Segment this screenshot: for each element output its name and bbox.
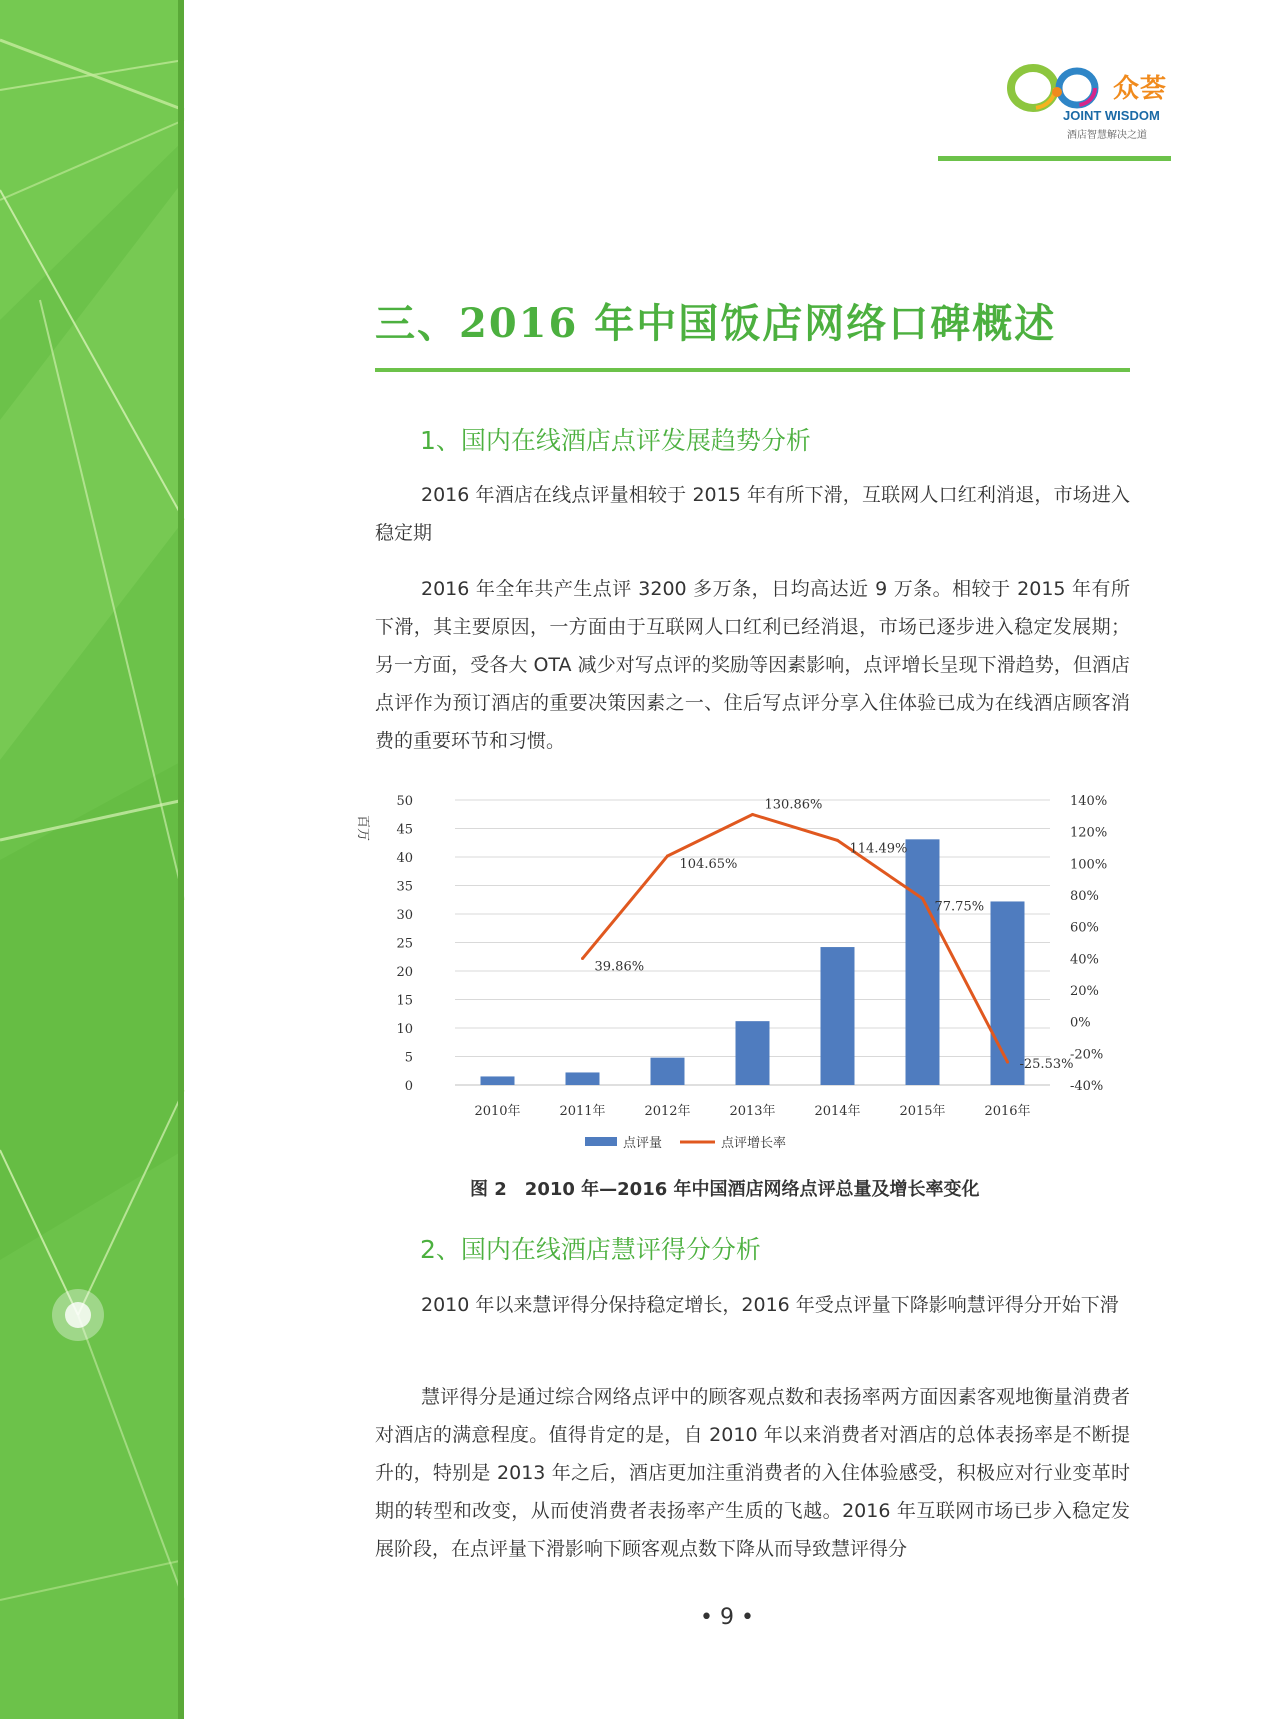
bar-2012年 xyxy=(651,1058,685,1085)
y2-tick-label: -20% xyxy=(1070,1047,1104,1063)
section-title: 三、2016 年中国饭店网络口碑概述 xyxy=(375,300,1057,347)
growth-data-label: 130.86% xyxy=(764,797,823,813)
x-tick-label: 2016年 xyxy=(984,1104,1031,1119)
y2-tick-label: 120% xyxy=(1070,825,1108,841)
y2-tick-label: 60% xyxy=(1070,920,1099,936)
subsection1-heading: 1、国内在线酒店点评发展趋势分析 xyxy=(420,426,811,455)
x-tick-label: 2011年 xyxy=(559,1104,606,1119)
y-tick-label: 50 xyxy=(396,794,413,809)
x-tick-label: 2013年 xyxy=(729,1104,776,1119)
growth-data-label: 77.75% xyxy=(934,899,985,915)
x-tick-label: 2015年 xyxy=(899,1104,946,1119)
y-tick-label: 5 xyxy=(404,1050,413,1066)
logo-brand-cn: 众荟 xyxy=(1113,74,1168,104)
y2-tick-label: 40% xyxy=(1070,952,1099,968)
growth-point-2012年 xyxy=(666,854,669,857)
y-tick-label: 25 xyxy=(396,936,413,952)
growth-rate-line xyxy=(583,814,1008,1062)
y-tick-label: 10 xyxy=(396,1022,413,1037)
subsection1-body: 2016 年全年共产生点评 3200 多万条，日均高达近 9 万条。相较于 2015 年有所下滑，其主要原因，一方面由于互联网人口红利已经消退，市场已逐步进入稳定发展期；另一方面，受各大 OTA 减少对写点评的奖励等因素影响，点评增长呈现下滑趋势，但酒店点评作为预订酒店的重要决策因素之一、住后写点评分享入住体验已成为在线酒店顾客消费的重要环节和习惯。 xyxy=(375,578,1130,752)
y2-tick-label: 20% xyxy=(1070,984,1099,999)
review-volume-chart xyxy=(355,785,1130,1160)
y2-tick-label: 100% xyxy=(1070,857,1108,873)
y-tick-label: 40 xyxy=(396,851,413,866)
sidebar-pattern xyxy=(0,0,184,1719)
bar-2010年 xyxy=(481,1076,515,1085)
y-tick-label: 35 xyxy=(396,879,413,895)
y2-tick-label: 80% xyxy=(1070,889,1099,904)
bar-2014年 xyxy=(821,947,855,1085)
logo-tagline: 酒店智慧解决之道 xyxy=(1067,130,1147,141)
growth-point-2014年 xyxy=(836,839,839,842)
subsection1-lead: 2016 年酒店在线点评量相较于 2015 年有所下滑，互联网人口红利消退，市场进入稳定期 xyxy=(375,484,1130,544)
header-rule xyxy=(938,156,1171,161)
y-tick-label: 45 xyxy=(396,822,413,838)
subsection2-body: 慧评得分是通过综合网络点评中的顾客观点数和表扬率两方面因素客观地衡量消费者对酒店的满意程度。值得肯定的是，自 2010 年以来消费者对酒店的总体表扬率是不断提升的，特别是 2013 年之后，酒店更加注重消费者的入住体验感受，积极应对行业变革时期的转型和改变，从而使消费者表扬率产生质的飞越。2016 年互联网市场已步入稳定发展阶段，在点评量下滑影响下顾客观点数下降从而导致慧评得分 xyxy=(375,1386,1130,1560)
legend-bar-swatch xyxy=(585,1137,617,1146)
bar-2011年 xyxy=(566,1072,600,1085)
growth-data-label: -25.53% xyxy=(1019,1057,1074,1073)
bar-2015年 xyxy=(906,839,940,1085)
growth-data-label: 39.86% xyxy=(594,959,645,975)
y2-tick-label: 140% xyxy=(1070,794,1108,809)
growth-point-2015年 xyxy=(921,897,924,900)
page-number: • 9 • xyxy=(700,1605,754,1630)
legend-bar-label: 点评量 xyxy=(623,1136,663,1151)
bar-2013年 xyxy=(736,1021,770,1085)
x-tick-label: 2014年 xyxy=(814,1104,861,1119)
joint-wisdom-logo xyxy=(1005,58,1195,143)
growth-point-2016年 xyxy=(1006,1061,1009,1064)
x-tick-label: 2010年 xyxy=(474,1104,521,1119)
y-tick-label: 20 xyxy=(396,965,413,980)
figure-caption: 图 2 2010 年—2016 年中国酒店网络点评总量及增长率变化 xyxy=(470,1179,980,1200)
growth-data-label: 114.49% xyxy=(849,841,908,857)
y2-tick-label: 0% xyxy=(1070,1015,1091,1031)
legend-line-label: 点评增长率 xyxy=(721,1136,787,1151)
decorative-sidebar xyxy=(0,0,184,1719)
growth-point-2013年 xyxy=(751,813,754,816)
y2-tick-label: -40% xyxy=(1070,1079,1104,1094)
logo-brand-en: JOINT WISDOM xyxy=(1063,108,1160,123)
y-tick-label: 30 xyxy=(396,908,413,923)
chart-svg xyxy=(355,785,1130,1160)
growth-point-2011年 xyxy=(581,957,584,960)
x-tick-label: 2012年 xyxy=(644,1104,691,1119)
section-title-rule xyxy=(375,368,1130,372)
subsection2-lead: 2010 年以来慧评得分保持稳定增长，2016 年受点评量下降影响慧评得分开始下滑 xyxy=(421,1294,1119,1316)
subsection2-heading: 2、国内在线酒店慧评得分分析 xyxy=(420,1235,761,1264)
y-tick-label: 15 xyxy=(396,993,413,1009)
y-tick-label: 0 xyxy=(404,1079,413,1094)
growth-data-label: 104.65% xyxy=(679,856,738,872)
y-axis-label: 百万 xyxy=(355,815,370,842)
